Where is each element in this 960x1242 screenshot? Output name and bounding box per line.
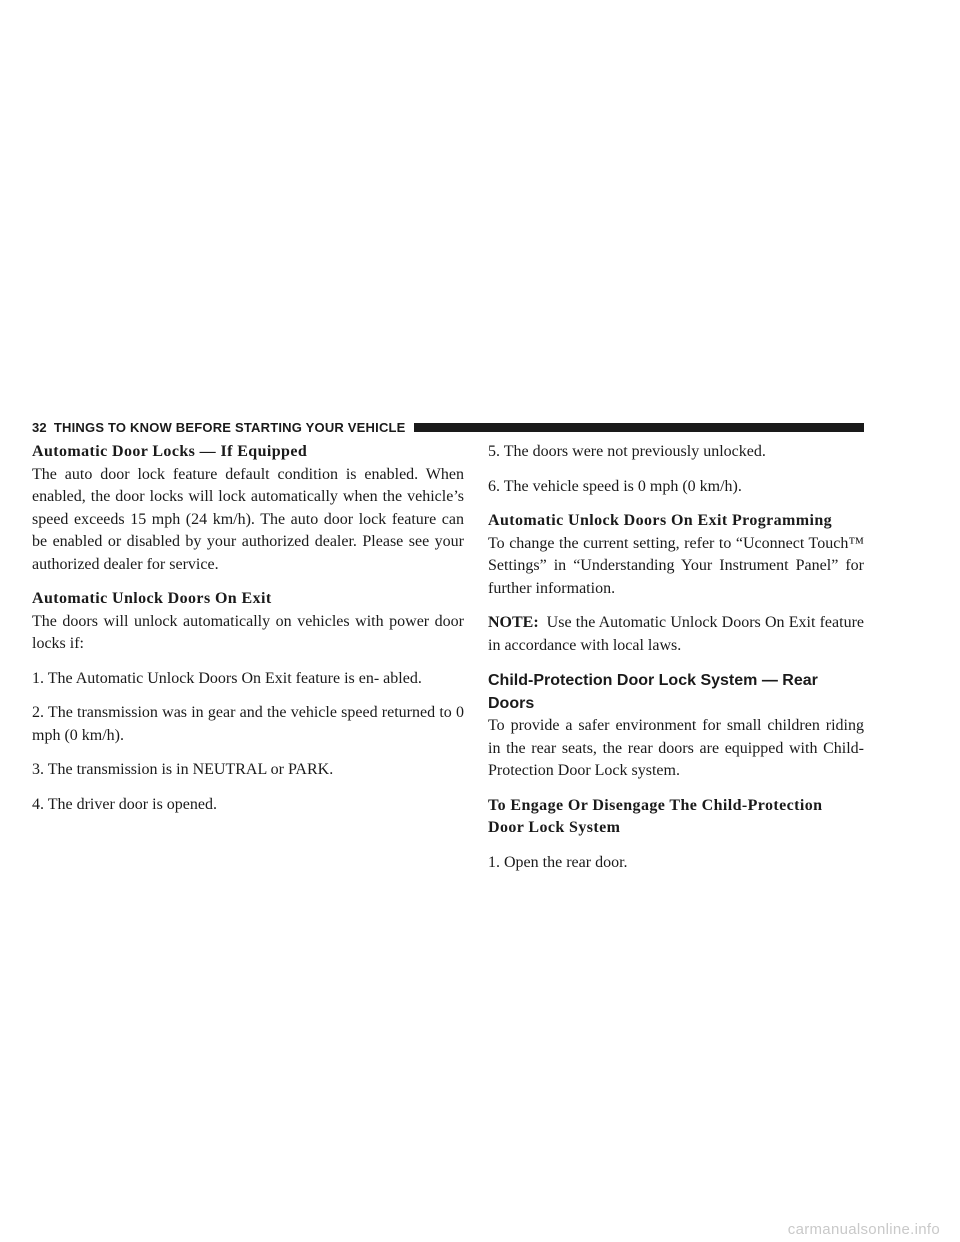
engage-heading-line-2: Door Lock System [488,819,621,836]
programming-heading: Automatic Unlock Doors On Exit Programming [488,512,833,529]
programming-body: To change the current setting, refer to “Uconnect Touch™ Settings” in “Understanding Your Instrument Panel” for further information. [488,534,864,597]
watermark-text: carmanualsonline.info [787,1221,940,1238]
header-page-number: 32 [32,419,47,435]
left-column [32,441,464,816]
header-rule-bar [414,423,864,432]
header-section-title: THINGS TO KNOW BEFORE STARTING YOUR VEHICLE [53,419,406,435]
child-protection-body: To provide a safer environment for small children riding in the rear seats, the rear doors are equipped with Child-Protection Door Lock system. [488,717,864,779]
child-protection-heading: Child-Protection Door Lock System — Rear Doors [488,672,818,712]
note-paragraph [488,612,864,657]
engage-heading-line-1: To Engage Or Disengage The Child-Protection [488,796,823,814]
unlock-exit-heading: Automatic Unlock Doors On Exit [32,590,272,607]
right-column [488,441,864,874]
condition-item-2: 2. The transmission was in gear and the vehicle speed returned to 0 mph (0 km/h). [32,704,464,744]
note-body: Use the Automatic Unlock Doors On Exit feature in accordance with local laws. [488,614,864,654]
page-header [32,416,864,438]
note-label: NOTE: [488,614,539,631]
auto-locks-body: The auto door lock feature default condition is enabled. When enabled, the door locks will lock automatically when the vehicle’s speed exceeds 15 mph (24 km/h). The auto door lock feature can be enabled or disabled by your authorized dealer. Please see your authorized dealer for service. [32,465,464,573]
condition-item-3: 3. The transmission is in NEUTRAL or PARK. [32,761,334,778]
auto-locks-heading: Automatic Door Locks — If Equipped [32,443,308,460]
condition-item-4: 4. The driver door is opened. [32,795,217,813]
condition-item-1: 1. The Automatic Unlock Doors On Exit feature is en- abled. [32,669,422,687]
step-item-1: 1. Open the rear door. [488,853,628,871]
unlock-exit-body: The doors will unlock automatically on vehicles with power door locks if: [32,612,464,652]
condition-item-6: 6. The vehicle speed is 0 mph (0 km/h). [488,477,742,495]
condition-item-5: 5. The doors were not previously unlocked. [488,443,766,460]
